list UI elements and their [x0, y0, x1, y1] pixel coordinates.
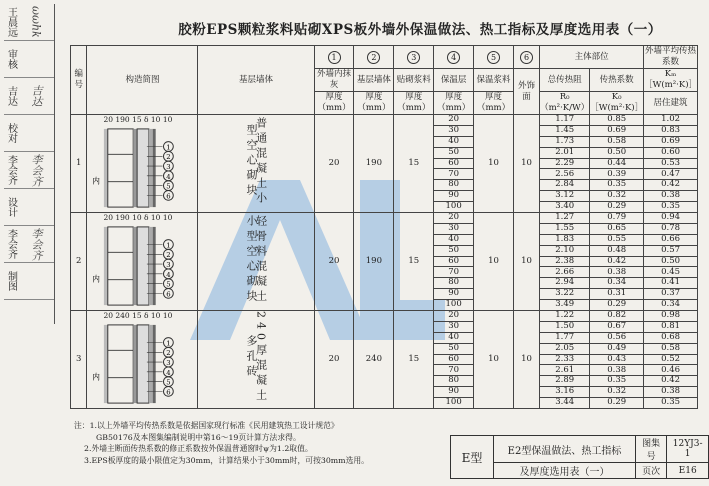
average-coefficient: 0.38	[644, 387, 698, 398]
drawing-name-2: 及厚度选用表（一）	[494, 463, 636, 479]
signature-block	[4, 4, 55, 324]
average-coefficient: 0.35	[644, 398, 698, 409]
base-wall-name	[198, 115, 314, 213]
thermal-resistance: 3.44	[540, 398, 590, 409]
heat-transfer-coefficient: 0.55	[590, 234, 644, 245]
thermal-resistance: 2.94	[540, 278, 590, 289]
circled-number: 3	[407, 51, 420, 64]
insulation-thickness: 80	[434, 180, 474, 191]
wall-section-diagram	[87, 125, 197, 211]
thermal-resistance: 1.45	[540, 125, 590, 136]
mortar-thickness: 15	[394, 115, 434, 213]
heat-transfer-coefficient: 0.56	[590, 332, 644, 343]
heat-transfer-coefficient: 0.35	[590, 376, 644, 387]
table-row	[71, 115, 698, 126]
heat-transfer-coefficient: 0.50	[590, 147, 644, 158]
header-col3: 贴砌浆料	[394, 69, 434, 92]
average-coefficient: 0.46	[644, 365, 698, 376]
wall-section-diagram	[87, 223, 197, 309]
average-coefficient: 0.57	[644, 245, 698, 256]
finish-thickness: 10	[513, 311, 539, 409]
inner-plaster-thickness: 20	[314, 213, 354, 311]
insulation-thickness: 40	[434, 136, 474, 147]
base-wall-label: 轻骨料混凝土小型空心砌块	[245, 214, 268, 305]
thermal-resistance: 1.73	[540, 136, 590, 147]
thermal-resistance: 3.40	[540, 202, 590, 213]
page-label: 页次	[636, 463, 667, 479]
sig-row	[4, 78, 54, 115]
heat-transfer-coefficient: 0.79	[590, 213, 644, 224]
svg-text:4: 4	[166, 368, 172, 377]
group-number: 2	[71, 213, 87, 311]
average-coefficient: 0.35	[644, 202, 698, 213]
thermal-resistance: 1.83	[540, 234, 590, 245]
table-body	[71, 115, 698, 409]
header-col5-unit: 厚度（mm）	[474, 92, 514, 115]
sig-row	[4, 4, 54, 41]
note-line: 3.EPS板厚度的最小限值定为30mm，计算结果小于30mm时，可按30mm选用。	[84, 455, 369, 465]
group-number: 3	[71, 311, 87, 409]
thermal-resistance: 2.89	[540, 376, 590, 387]
heat-transfer-coefficient: 0.29	[590, 398, 644, 409]
insulation-thickness: 60	[434, 158, 474, 169]
svg-text:6: 6	[166, 387, 172, 396]
signature	[18, 115, 54, 151]
page-number: E16	[667, 463, 709, 479]
header-col1-num	[314, 46, 354, 69]
spec-table	[70, 45, 698, 409]
thermal-resistance: 2.61	[540, 365, 590, 376]
header-col4-num	[434, 46, 474, 69]
svg-text:1: 1	[166, 143, 172, 152]
insulation-thickness: 100	[434, 300, 474, 311]
header-base-wall: 基层墙体	[198, 46, 314, 115]
sig-label: 李会齐	[5, 229, 17, 259]
header-col3-unit: 厚度（mm）	[394, 92, 434, 115]
insulation-thickness: 50	[434, 245, 474, 256]
svg-text:2: 2	[166, 348, 172, 357]
insulation-thickness: 50	[434, 343, 474, 354]
header-col4: 保温层	[434, 69, 474, 92]
svg-text:内: 内	[92, 274, 101, 284]
circled-number: 6	[520, 51, 533, 64]
svg-text:4: 4	[166, 172, 172, 181]
signature	[18, 189, 54, 225]
insulation-thickness: 30	[434, 223, 474, 234]
insulation-thickness: 70	[434, 169, 474, 180]
header-col5: 保温浆料	[474, 69, 514, 92]
average-coefficient: 0.98	[644, 311, 698, 322]
slurry-thickness: 10	[474, 213, 514, 311]
sig-label: 审核	[5, 49, 17, 69]
header-col3-num	[394, 46, 434, 69]
average-coefficient: 0.52	[644, 354, 698, 365]
svg-text:3: 3	[166, 162, 172, 171]
header-col2: 基层墙体	[354, 69, 394, 92]
header-diagram: 构造简图	[87, 46, 198, 115]
heat-transfer-coefficient: 0.31	[590, 289, 644, 300]
heat-transfer-coefficient: 0.29	[590, 300, 644, 311]
heat-transfer-coefficient: 0.38	[590, 267, 644, 278]
thermal-resistance: 1.55	[540, 223, 590, 234]
base-wall-thickness: 240	[354, 311, 394, 409]
sig-row	[4, 263, 54, 300]
insulation-thickness: 90	[434, 191, 474, 202]
insulation-thickness: 60	[434, 256, 474, 267]
svg-text:1: 1	[166, 241, 172, 250]
signature	[18, 263, 54, 299]
inner-plaster-thickness: 20	[314, 115, 354, 213]
sig-row	[4, 189, 54, 226]
base-wall-label: 240厚混凝土多孔砖	[245, 311, 268, 405]
base-wall-thickness: 190	[354, 115, 394, 213]
header-col5-num	[474, 46, 514, 69]
page-title: 胶粉EPS颗粒浆料贴砌XPS板外墙外保温做法、热工指标及厚度选用表（一）	[178, 22, 662, 38]
header-avg-unit: Kₘ［W(m²·K)］	[644, 69, 698, 90]
heat-transfer-coefficient: 0.43	[590, 354, 644, 365]
heat-transfer-coefficient: 0.39	[590, 169, 644, 180]
insulation-thickness: 70	[434, 365, 474, 376]
header-r: 总传热阻	[540, 69, 590, 92]
header-main-part: 主体部位	[540, 46, 644, 69]
inner-plaster-thickness: 20	[314, 311, 354, 409]
svg-text:5: 5	[166, 182, 172, 191]
sig-label: 李会齐	[5, 155, 17, 185]
circled-number: 5	[487, 51, 500, 64]
signature: ωωhk	[29, 6, 43, 38]
insulation-thickness: 100	[434, 398, 474, 409]
base-wall-name	[198, 311, 314, 409]
insulation-thickness: 20	[434, 115, 474, 126]
header-k: 传热系数	[590, 69, 644, 92]
svg-text:5: 5	[166, 378, 172, 387]
insulation-thickness: 30	[434, 125, 474, 136]
note-line: GB50176及本图集编制说明中第16～19页计算方法求得。	[96, 432, 301, 442]
average-coefficient: 0.42	[644, 180, 698, 191]
header-col2-num	[354, 46, 394, 69]
thermal-resistance: 1.50	[540, 321, 590, 332]
thermal-resistance: 3.16	[540, 387, 590, 398]
finish-thickness: 10	[513, 115, 539, 213]
atlas-label: 图集号	[636, 436, 667, 463]
insulation-thickness: 30	[434, 321, 474, 332]
mortar-thickness: 15	[394, 311, 434, 409]
slurry-thickness: 10	[474, 115, 514, 213]
signature	[18, 41, 54, 77]
average-coefficient: 0.81	[644, 321, 698, 332]
average-coefficient: 0.68	[644, 332, 698, 343]
signature: 李会齐	[30, 153, 43, 187]
sig-label: 制图	[5, 271, 17, 291]
heat-transfer-coefficient: 0.48	[590, 245, 644, 256]
thermal-resistance: 1.27	[540, 213, 590, 224]
header-col6-num	[513, 46, 539, 69]
average-coefficient: 0.60	[644, 147, 698, 158]
svg-text:3: 3	[166, 358, 172, 367]
thermal-resistance: 3.49	[540, 300, 590, 311]
header-k-unit: K₀［W(m²·K)］	[590, 92, 644, 113]
header-col1: 外墙内抹灰	[314, 69, 354, 92]
sig-label: 校对	[5, 123, 17, 143]
svg-text:3: 3	[166, 260, 172, 269]
header-col6: 外饰面	[513, 69, 539, 115]
heat-transfer-coefficient: 0.65	[590, 223, 644, 234]
signature: 吉达	[30, 85, 43, 107]
heat-transfer-coefficient: 0.32	[590, 191, 644, 202]
sig-label: 设计	[5, 197, 17, 217]
thermal-resistance: 2.66	[540, 267, 590, 278]
average-coefficient: 1.02	[644, 115, 698, 126]
insulation-thickness: 90	[434, 387, 474, 398]
sig-row	[4, 41, 54, 78]
average-coefficient: 0.47	[644, 169, 698, 180]
svg-text:6: 6	[166, 191, 172, 200]
base-wall-name	[198, 213, 314, 311]
wall-section-diagram	[87, 321, 197, 407]
insulation-thickness: 20	[434, 213, 474, 224]
sig-row	[4, 226, 54, 263]
insulation-thickness: 20	[434, 311, 474, 322]
average-coefficient: 0.78	[644, 223, 698, 234]
average-coefficient: 0.94	[644, 213, 698, 224]
thermal-resistance: 3.12	[540, 191, 590, 202]
heat-transfer-coefficient: 0.38	[590, 365, 644, 376]
thermal-resistance: 2.10	[540, 245, 590, 256]
thermal-resistance: 2.29	[540, 158, 590, 169]
atlas-number: 12YJ3-1	[667, 436, 709, 463]
average-coefficient: 0.42	[644, 376, 698, 387]
heat-transfer-coefficient: 0.32	[590, 387, 644, 398]
average-coefficient: 0.45	[644, 267, 698, 278]
heat-transfer-coefficient: 0.29	[590, 202, 644, 213]
insulation-thickness: 50	[434, 147, 474, 158]
notes	[74, 420, 369, 466]
svg-text:4: 4	[166, 270, 172, 279]
header-col2-unit: 厚度（mm）	[354, 92, 394, 115]
insulation-thickness: 80	[434, 376, 474, 387]
heat-transfer-coefficient: 0.44	[590, 158, 644, 169]
circled-number: 4	[447, 51, 460, 64]
insulation-thickness: 80	[434, 278, 474, 289]
thermal-resistance: 2.01	[540, 147, 590, 158]
signature: 李会齐	[30, 227, 43, 261]
svg-text:内: 内	[92, 372, 101, 382]
header-col1-unit: 厚度（mm）	[314, 92, 354, 115]
header-r-unit: R₀（m²·K/W）	[540, 92, 590, 113]
sig-label: 王晨远	[5, 7, 17, 37]
table-row	[71, 213, 698, 224]
heat-transfer-coefficient: 0.42	[590, 256, 644, 267]
average-coefficient: 0.37	[644, 289, 698, 300]
svg-text:1: 1	[166, 339, 172, 348]
header-col4-unit: 厚度（mm）	[434, 92, 474, 115]
thermal-resistance: 2.56	[540, 169, 590, 180]
note-line: 注：1.以上外墙平均传热系数是依据国家现行标准《民用建筑热工设计规范》	[74, 421, 339, 430]
header-no: 编号	[71, 46, 87, 115]
heat-transfer-coefficient: 0.82	[590, 311, 644, 322]
insulation-thickness: 70	[434, 267, 474, 278]
circled-number: 2	[367, 51, 380, 64]
svg-text:6: 6	[166, 289, 172, 298]
slurry-thickness: 10	[474, 311, 514, 409]
base-wall-label: 普通混凝土小型空心砌块	[245, 116, 268, 207]
insulation-thickness: 40	[434, 332, 474, 343]
thermal-resistance: 1.22	[540, 311, 590, 322]
average-coefficient: 0.41	[644, 278, 698, 289]
drawing-name-1: E2型保温做法、热工指标	[494, 436, 636, 463]
insulation-thickness: 40	[434, 234, 474, 245]
average-coefficient: 0.50	[644, 256, 698, 267]
thermal-resistance: 1.17	[540, 115, 590, 126]
svg-text:内: 内	[92, 176, 101, 186]
thermal-resistance: 2.38	[540, 256, 590, 267]
svg-text:2: 2	[166, 152, 172, 161]
sig-row	[4, 115, 54, 152]
header-avg-sub: 居住建筑	[644, 92, 698, 115]
circled-number: 1	[328, 51, 341, 64]
thermal-resistance: 2.33	[540, 354, 590, 365]
insulation-thickness: 100	[434, 202, 474, 213]
average-coefficient: 0.83	[644, 125, 698, 136]
svg-text:2: 2	[166, 250, 172, 259]
svg-text:5: 5	[166, 280, 172, 289]
table-row	[71, 311, 698, 322]
sig-row	[4, 152, 54, 189]
construction-diagram: 20 190 15 δ 10 10 1 2 3 4 5 6 内	[87, 115, 198, 213]
base-wall-thickness: 190	[354, 213, 394, 311]
heat-transfer-coefficient: 0.49	[590, 343, 644, 354]
sig-label: 吉达	[5, 86, 17, 106]
average-coefficient: 0.58	[644, 343, 698, 354]
heat-transfer-coefficient: 0.67	[590, 321, 644, 332]
thermal-resistance: 2.84	[540, 180, 590, 191]
heat-transfer-coefficient: 0.69	[590, 125, 644, 136]
heat-transfer-coefficient: 0.34	[590, 278, 644, 289]
finish-thickness: 10	[513, 213, 539, 311]
heat-transfer-coefficient: 0.35	[590, 180, 644, 191]
construction-diagram: 20 190 10 δ 10 10 1 2 3 4 5 6 内	[87, 213, 198, 311]
note-line: 2.外墙主断面传热系数的修正系数按外保温普通窗时ψ为1.2取值。	[84, 444, 313, 453]
insulation-thickness: 90	[434, 289, 474, 300]
average-coefficient: 0.66	[644, 234, 698, 245]
thermal-resistance: 3.22	[540, 289, 590, 300]
title-block	[450, 435, 709, 479]
insulation-thickness: 60	[434, 354, 474, 365]
heat-transfer-coefficient: 0.58	[590, 136, 644, 147]
average-coefficient: 0.53	[644, 158, 698, 169]
average-coefficient: 0.34	[644, 300, 698, 311]
group-number: 1	[71, 115, 87, 213]
mortar-thickness: 15	[394, 213, 434, 311]
type-label: E型	[451, 436, 494, 479]
heat-transfer-coefficient: 0.85	[590, 115, 644, 126]
average-coefficient: 0.69	[644, 136, 698, 147]
construction-diagram: 20 240 15 δ 10 10 1 2 3 4 5 6 内	[87, 311, 198, 409]
header-avg: 外墙平均传热系数	[645, 46, 697, 67]
average-coefficient: 0.38	[644, 191, 698, 202]
thermal-resistance: 2.05	[540, 343, 590, 354]
thermal-resistance: 1.77	[540, 332, 590, 343]
